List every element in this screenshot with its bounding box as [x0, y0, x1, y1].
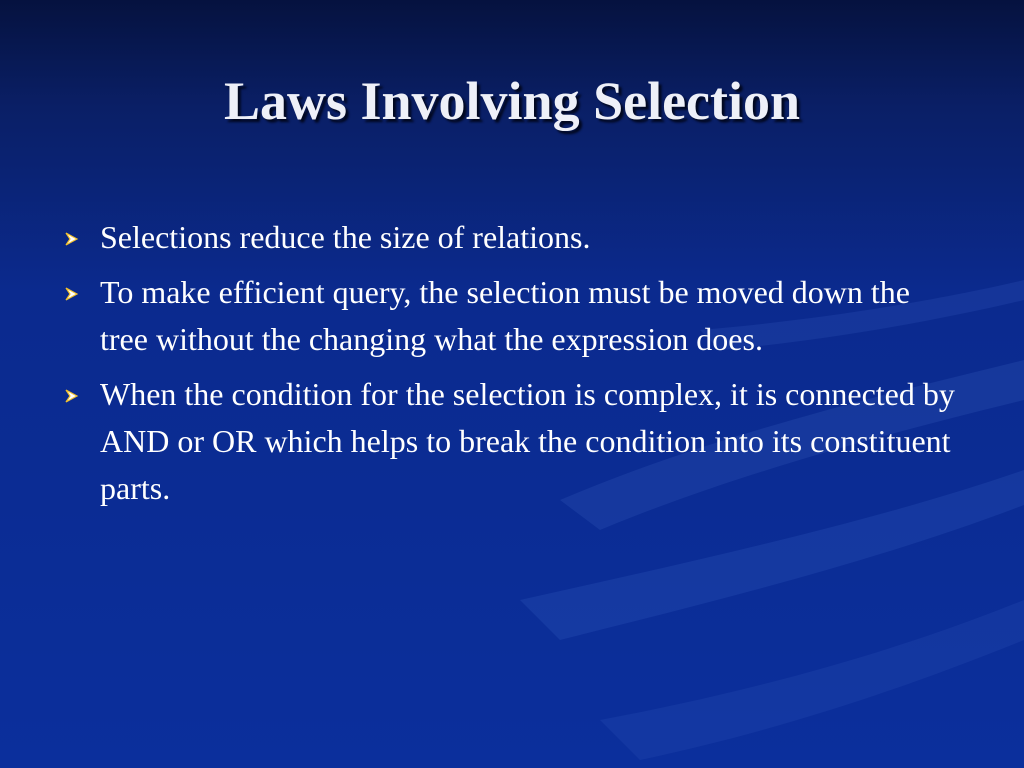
- arrow-bullet-icon: [64, 231, 80, 247]
- slide-title: Laws Involving Selection: [223, 71, 801, 131]
- arrow-bullet-icon: [64, 286, 80, 302]
- bullet-text: Selections reduce the size of relations.: [100, 219, 591, 255]
- bullet-text: When the condition for the selection is complex, it is connected by AND or OR which helps to break the condition into its constituent parts.: [100, 376, 955, 506]
- bullet-item: [62, 214, 962, 261]
- bullet-item: [62, 269, 962, 363]
- bullet-item: [62, 371, 962, 512]
- bullet-text: To make efficient query, the selection must be moved down the tree without the changing what the expression does.: [100, 274, 910, 357]
- arrow-bullet-icon: [64, 388, 80, 404]
- bullet-list: [62, 214, 962, 520]
